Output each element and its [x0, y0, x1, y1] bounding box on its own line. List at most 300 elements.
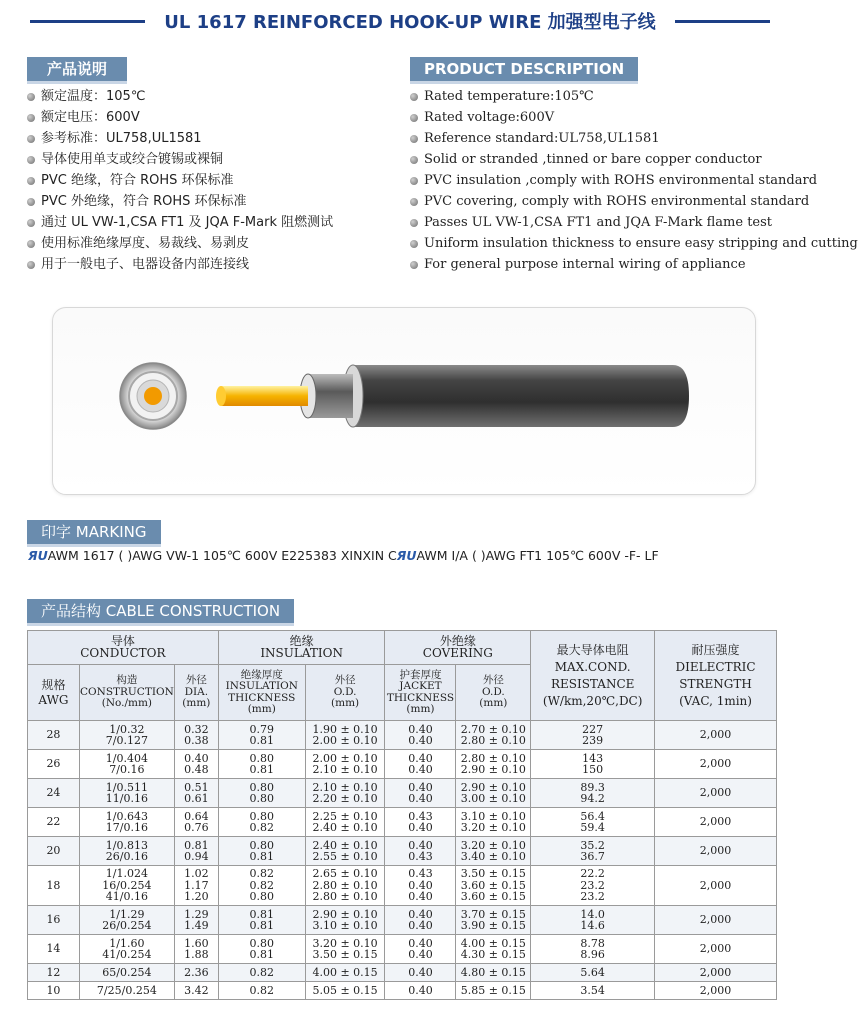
bullet-icon	[27, 93, 35, 101]
cell-line: 0.40	[408, 936, 433, 950]
table-row	[28, 935, 777, 964]
cell-line: 0.80	[249, 751, 274, 765]
header-line: STRENGTH	[679, 676, 752, 691]
cell-line: 0.43	[408, 809, 433, 823]
cell-diel: 2,000	[655, 721, 777, 750]
section-tab-description-en: PRODUCT DESCRIPTION	[410, 57, 638, 84]
bullet-icon	[410, 114, 418, 122]
cell-line: 3.70 ± 0.15	[460, 907, 526, 921]
bullet-icon	[410, 240, 418, 248]
header-line: (mm)	[247, 703, 276, 715]
title-rule-right	[675, 20, 770, 23]
cell-construction	[79, 866, 174, 906]
cell-construction	[79, 808, 174, 837]
cell-line: 1/0.643	[105, 809, 148, 823]
cell-line: 0.40	[408, 792, 433, 805]
description-item	[410, 212, 858, 233]
cell-res	[531, 866, 655, 906]
cell-line: 3.40 ± 0.10	[460, 850, 526, 863]
cell-line: 94.2	[580, 792, 605, 805]
cell-line: 0.82	[249, 821, 274, 834]
cell-ins_t	[218, 750, 305, 779]
description-item	[27, 128, 333, 149]
header-line: 构造	[116, 674, 138, 687]
cell-awg: 10	[28, 982, 80, 1000]
cell-line: 1/0.32	[109, 722, 145, 736]
cell-jk_od	[456, 837, 531, 866]
cell-line: 0.48	[184, 763, 209, 776]
cell-line: 23.2	[580, 890, 605, 904]
cell-line: 0.82	[249, 983, 274, 997]
title-rule-left	[30, 20, 145, 23]
table-row	[28, 866, 777, 906]
description-text: Rated voltage:600V	[424, 110, 555, 125]
header-line: 绝缘厚度	[240, 668, 283, 681]
header-line: 耐压强度	[691, 642, 740, 657]
table-row	[28, 982, 777, 1000]
cell-line: 3.20 ± 0.10	[460, 838, 526, 852]
header-line: CONDUCTOR	[80, 645, 166, 660]
cell-line: 0.40	[408, 919, 433, 932]
cell-line: 0.40	[408, 780, 433, 794]
cell-diel: 2,000	[655, 779, 777, 808]
description-text: PVC covering, comply with ROHS environmental standard	[424, 194, 810, 209]
cell-line: 1/1.60	[109, 936, 145, 950]
cell-line: 1/0.404	[105, 751, 148, 765]
cell-line: 2.80 ± 0.10	[312, 878, 378, 892]
header-line: JACKET	[399, 680, 442, 692]
header-line: (mm)	[182, 697, 211, 710]
cell-line: 2.00 ± 0.10	[312, 751, 378, 765]
bullet-icon	[27, 219, 35, 227]
cell-awg: 28	[28, 721, 80, 750]
cell-awg: 14	[28, 935, 80, 964]
cell-ins_t	[218, 808, 305, 837]
header-insulation	[218, 631, 385, 665]
cell-line: 56.4	[580, 809, 605, 823]
cell-line: 227	[582, 722, 604, 736]
bullet-icon	[27, 177, 35, 185]
cell-dia	[174, 982, 218, 1000]
cell-diel: 2,000	[655, 982, 777, 1000]
cell-ins_t	[218, 837, 305, 866]
cell-line: 0.40	[408, 983, 433, 997]
cell-line: 7/0.16	[109, 763, 145, 776]
section-tab-marking	[27, 520, 161, 547]
cell-line: 0.40	[408, 751, 433, 765]
cell-line: 0.81	[249, 734, 274, 747]
cell-line: 0.76	[184, 821, 209, 834]
cell-line: 0.81	[249, 919, 274, 932]
cell-line: 14.6	[580, 919, 605, 932]
cell-line: 0.40	[408, 965, 433, 979]
cell-line: 1.02	[184, 867, 209, 881]
cell-line: 7/0.127	[105, 734, 148, 747]
cell-res	[531, 982, 655, 1000]
description-text: 通过 UL VW-1,CSA FT1 及 JQA F-Mark 阻燃测试	[41, 215, 334, 230]
cell-dia	[174, 837, 218, 866]
header-line: 最大导体电阻	[556, 642, 629, 657]
cell-line: 65/0.254	[102, 965, 152, 979]
marking-text	[28, 548, 659, 563]
cell-line: 3.00 ± 0.10	[460, 792, 526, 805]
cell-jk_t	[385, 837, 456, 866]
cell-line: 3.20 ± 0.10	[312, 936, 378, 950]
cell-ins_od	[305, 721, 385, 750]
cell-ins_t	[218, 964, 305, 982]
cell-ins_od	[305, 808, 385, 837]
bullet-icon	[410, 135, 418, 143]
cell-dia	[174, 750, 218, 779]
cell-line: 0.79	[249, 722, 274, 736]
description-text: Passes UL VW-1,CSA FT1 and JQA F-Mark flame test	[424, 215, 773, 230]
cell-line: 8.96	[580, 948, 605, 961]
cell-line: 1/1.29	[109, 907, 145, 921]
cell-res	[531, 906, 655, 935]
cell-line: 0.40	[408, 734, 433, 747]
cell-line: 0.40	[408, 722, 433, 736]
cell-line: 36.7	[580, 850, 605, 863]
header-line: O.D.	[333, 685, 357, 698]
cell-line: 3.10 ± 0.10	[460, 809, 526, 823]
cell-diel: 2,000	[655, 808, 777, 837]
bullet-icon	[410, 261, 418, 269]
cell-construction	[79, 935, 174, 964]
cell-line: 11/0.16	[105, 792, 148, 805]
cell-jk_t	[385, 779, 456, 808]
cell-res	[531, 935, 655, 964]
cell-line: 35.2	[580, 838, 605, 852]
cell-line: 2.00 ± 0.10	[312, 734, 378, 747]
cell-line: 26/0.254	[102, 919, 152, 932]
cell-line: 1.29	[184, 907, 209, 921]
header-line: THICKNESS	[228, 691, 296, 704]
cell-line: 3.90 ± 0.15	[460, 919, 526, 932]
cell-line: 4.00 ± 0.15	[460, 936, 526, 950]
table-row	[28, 750, 777, 779]
cell-line: 2.36	[184, 965, 209, 979]
cell-jk_t	[385, 935, 456, 964]
cell-line: 0.82	[249, 878, 274, 892]
header-line: THICKNESS	[386, 691, 455, 704]
cell-construction	[79, 906, 174, 935]
cell-ins_od	[305, 906, 385, 935]
cell-line: 7/25/0.254	[96, 983, 157, 997]
cell-line: 5.05 ± 0.15	[312, 983, 378, 997]
cell-ins_od	[305, 982, 385, 1000]
cell-construction	[79, 721, 174, 750]
cable-cross-section	[120, 363, 186, 429]
cell-line: 3.20 ± 0.10	[460, 821, 526, 834]
cell-line: 22.2	[580, 867, 605, 881]
cell-jk_od	[456, 906, 531, 935]
cell-ins_t	[218, 935, 305, 964]
cell-line: 3.10 ± 0.10	[312, 919, 378, 932]
cell-awg: 12	[28, 964, 80, 982]
description-item	[27, 86, 333, 107]
description-item	[410, 170, 858, 191]
cell-ins_t	[218, 721, 305, 750]
marking-part-2: AWM I/A ( )AWG FT1 105℃ 600V -F- LF	[416, 548, 659, 563]
cell-dia	[174, 964, 218, 982]
cell-line: 2.10 ± 0.10	[312, 763, 378, 776]
cell-line: 3.42	[184, 983, 209, 997]
header-line: 护套厚度	[399, 668, 442, 681]
cell-line: 2.90 ± 0.10	[312, 907, 378, 921]
header-line: (W/km,20℃,DC)	[542, 693, 643, 708]
marking-part-1: AWM 1617 ( )AWG VW-1 105℃ 600V E225383 XINXIN C	[47, 548, 397, 563]
cell-line: 26/0.16	[105, 850, 148, 863]
description-item	[410, 128, 858, 149]
cell-line: 0.38	[184, 734, 209, 747]
header-jacket-od	[456, 665, 531, 721]
construction-heading: 产品结构 CABLE CONSTRUCTION	[41, 602, 281, 620]
header-line: (No./mm)	[101, 697, 153, 710]
cell-line: 0.40	[408, 878, 433, 892]
cell-line: 0.81	[249, 850, 274, 863]
bullet-icon	[27, 114, 35, 122]
cell-line: 2.70 ± 0.10	[460, 722, 526, 736]
table-row	[28, 779, 777, 808]
cell-line: 0.51	[184, 780, 209, 794]
cell-construction	[79, 982, 174, 1000]
description-item	[27, 191, 333, 212]
cell-line: 0.40	[184, 751, 209, 765]
header-line: 外径	[482, 674, 504, 687]
header-insulation-od	[305, 665, 385, 721]
cell-jk_t	[385, 964, 456, 982]
description-text: 额定电压：600V	[41, 110, 140, 125]
header-line: INSULATION	[260, 645, 343, 660]
cell-line: 2.25 ± 0.10	[312, 809, 378, 823]
header-line: 导体	[110, 634, 135, 648]
cur-recognized-icon: ЯU	[396, 548, 417, 563]
cell-line: 2.80 ± 0.10	[312, 890, 378, 904]
cell-diel: 2,000	[655, 964, 777, 982]
cell-jk_od	[456, 808, 531, 837]
cell-line: 41/0.254	[102, 948, 152, 961]
cell-line: 0.81	[249, 907, 274, 921]
cell-ins_od	[305, 837, 385, 866]
cell-ins_od	[305, 935, 385, 964]
header-line: (mm)	[331, 697, 360, 710]
cell-jk_t	[385, 982, 456, 1000]
cell-line: 0.82	[249, 867, 274, 881]
cell-line: 3.60 ± 0.15	[460, 890, 526, 904]
cell-line: 0.40	[408, 907, 433, 921]
cell-line: 2.80 ± 0.10	[460, 734, 526, 747]
description-text: PVC 绝缘，符合 ROHS 环保标准	[41, 173, 234, 188]
bullet-icon	[27, 135, 35, 143]
cell-line: 0.43	[408, 867, 433, 881]
section-tab-description-cn: 产品说明	[27, 57, 127, 84]
header-line: O.D.	[481, 685, 505, 698]
cell-line: 0.40	[408, 948, 433, 961]
cell-line: 0.32	[184, 722, 209, 736]
bullet-icon	[27, 156, 35, 164]
cell-awg: 26	[28, 750, 80, 779]
cell-jk_od	[456, 935, 531, 964]
cell-line: 89.3	[580, 780, 605, 794]
cell-line: 0.80	[249, 792, 274, 805]
header-line: RESISTANCE	[550, 676, 635, 691]
cell-line: 2.80 ± 0.10	[460, 751, 526, 765]
description-text: Rated temperature:105℃	[424, 89, 594, 104]
cell-ins_od	[305, 750, 385, 779]
header-line: CONSTRUCTION	[80, 685, 174, 698]
cell-dia	[174, 906, 218, 935]
header-line: 外径	[334, 674, 356, 687]
cell-line: 0.81	[249, 763, 274, 776]
cell-line: 0.40	[408, 821, 433, 834]
cell-line: 2.90 ± 0.10	[460, 763, 526, 776]
cell-line: 4.80 ± 0.15	[460, 965, 526, 979]
cell-construction	[79, 750, 174, 779]
cell-res	[531, 779, 655, 808]
cell-line: 4.00 ± 0.15	[312, 965, 378, 979]
cell-res	[531, 808, 655, 837]
cell-diel: 2,000	[655, 866, 777, 906]
description-list-en	[410, 86, 858, 275]
table-row	[28, 964, 777, 982]
cell-construction	[79, 964, 174, 982]
cell-ins_t	[218, 866, 305, 906]
cell-line: 41/0.16	[105, 890, 148, 904]
table-row	[28, 808, 777, 837]
cell-line: 1/0.813	[105, 838, 148, 852]
cell-res	[531, 750, 655, 779]
cell-line: 0.40	[408, 763, 433, 776]
cell-line: 5.64	[580, 965, 605, 979]
bullet-icon	[410, 219, 418, 227]
cell-diel: 2,000	[655, 935, 777, 964]
bullet-icon	[27, 240, 35, 248]
description-item	[410, 233, 858, 254]
cell-jk_od	[456, 964, 531, 982]
cell-line: 239	[582, 734, 604, 747]
header-max-resistance	[531, 631, 655, 721]
cell-line: 2.20 ± 0.10	[312, 792, 378, 805]
bullet-icon	[27, 261, 35, 269]
description-item	[410, 149, 858, 170]
cell-line: 3.50 ± 0.15	[460, 867, 526, 881]
cell-line: 2.10 ± 0.10	[312, 780, 378, 794]
cell-dia	[174, 808, 218, 837]
description-item	[27, 107, 333, 128]
cell-ins_od	[305, 964, 385, 982]
cell-line: 0.80	[249, 838, 274, 852]
header-line: DIA.	[184, 685, 209, 698]
cell-line: 1.20	[184, 890, 209, 904]
cell-line: 1/1.024	[105, 867, 148, 881]
description-item	[27, 254, 333, 275]
cell-awg: 20	[28, 837, 80, 866]
cell-res	[531, 837, 655, 866]
cell-awg: 24	[28, 779, 80, 808]
description-item	[410, 254, 858, 275]
bullet-icon	[410, 93, 418, 101]
cell-construction	[79, 779, 174, 808]
cell-diel: 2,000	[655, 750, 777, 779]
cell-diel: 2,000	[655, 837, 777, 866]
description-item	[410, 107, 858, 128]
header-conductor-dia	[174, 665, 218, 721]
header-construction	[79, 665, 174, 721]
header-line: MAX.COND.	[554, 659, 631, 674]
cell-line: 0.80	[249, 780, 274, 794]
cell-jk_t	[385, 866, 456, 906]
description-item	[27, 212, 333, 233]
title-bar	[0, 8, 800, 32]
cell-line: 4.30 ± 0.15	[460, 948, 526, 961]
description-text: 额定温度：105℃	[41, 89, 146, 104]
bullet-icon	[410, 198, 418, 206]
description-text: 用于一般电子、电器设备内部连接线	[41, 257, 250, 272]
cell-line: 1.60	[184, 936, 209, 950]
cell-line: 14.0	[580, 907, 605, 921]
header-covering	[385, 631, 531, 665]
cell-line: 0.81	[249, 948, 274, 961]
description-text: PVC insulation ,comply with ROHS environmental standard	[424, 173, 818, 188]
cell-line: 1.88	[184, 948, 209, 961]
cell-line: 0.64	[184, 809, 209, 823]
cell-jk_od	[456, 866, 531, 906]
cell-line: 2.40 ± 0.10	[312, 821, 378, 834]
cell-line: 8.78	[580, 936, 605, 950]
cell-line: 16/0.254	[102, 878, 152, 892]
cell-line: 150	[582, 763, 604, 776]
header-line: COVERING	[422, 645, 493, 660]
cell-jk_t	[385, 721, 456, 750]
cell-line: 0.82	[249, 965, 274, 979]
cell-jk_t	[385, 906, 456, 935]
description-text: For general purpose internal wiring of appliance	[424, 257, 746, 272]
header-awg	[28, 665, 80, 721]
cell-line: 0.43	[408, 850, 433, 863]
cell-dia	[174, 935, 218, 964]
cell-construction	[79, 837, 174, 866]
cell-line: 0.80	[249, 890, 274, 904]
cell-dia	[174, 866, 218, 906]
cell-ins_t	[218, 982, 305, 1000]
cable-illustration-panel	[52, 307, 756, 495]
description-text: 参考标准：UL758,UL1581	[41, 131, 202, 146]
cell-awg: 16	[28, 906, 80, 935]
cell-line: 0.40	[408, 890, 433, 904]
cell-ins_t	[218, 779, 305, 808]
table-row	[28, 721, 777, 750]
header-line: INSULATION	[225, 680, 298, 692]
description-text: Solid or stranded ,tinned or bare copper conductor	[424, 152, 762, 167]
cell-line: 3.54	[580, 983, 605, 997]
cell-dia	[174, 779, 218, 808]
description-item	[410, 86, 858, 107]
cell-line: 0.81	[184, 838, 209, 852]
cell-line: 2.40 ± 0.10	[312, 838, 378, 852]
cell-line: 23.2	[580, 878, 605, 892]
header-line: (mm)	[479, 697, 508, 710]
description-list-cn	[27, 86, 333, 275]
cell-line: 143	[582, 751, 604, 765]
header-line: (VAC, 1min)	[679, 693, 752, 708]
cell-res	[531, 721, 655, 750]
cell-diel: 2,000	[655, 906, 777, 935]
marking-heading: 印字 MARKING	[41, 523, 147, 541]
cell-line: 59.4	[580, 821, 605, 834]
cell-line: 2.55 ± 0.10	[312, 850, 378, 863]
cell-line: 2.65 ± 0.10	[312, 867, 378, 881]
bullet-icon	[410, 156, 418, 164]
